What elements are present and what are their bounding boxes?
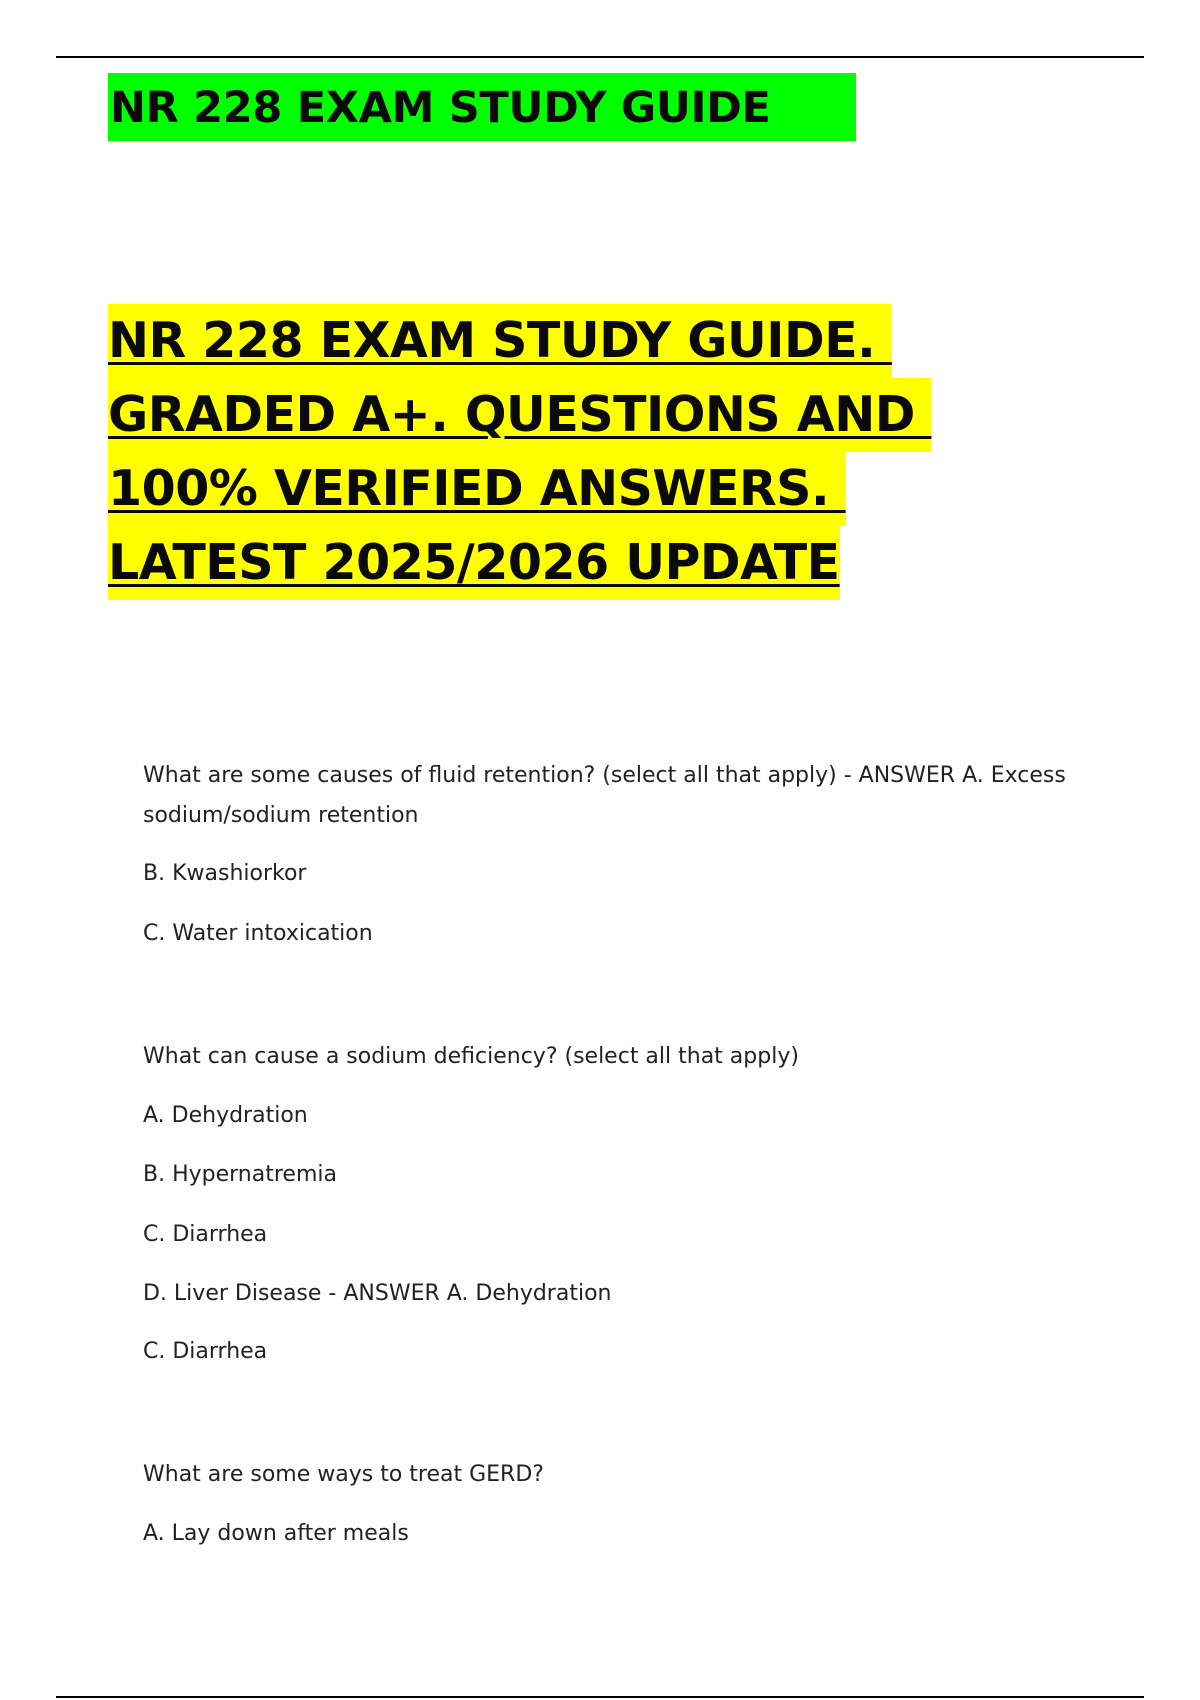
bottom-rule <box>56 1696 1144 1698</box>
question-2-answer-c: C. Diarrhea <box>143 1339 268 1364</box>
title-line: 100% VERIFIED ANSWERS. <box>108 452 931 526</box>
title-line: NR 228 EXAM STUDY GUIDE. <box>108 304 931 378</box>
question-3-option-a: A. Lay down after meals <box>143 1521 409 1546</box>
document-title <box>108 304 931 600</box>
question-3-text: What are some ways to treat GERD? <box>143 1462 544 1487</box>
question-2-option-d-answer: D. Liver Disease - ANSWER A. Dehydration <box>143 1281 612 1306</box>
question-1-option-b: B. Kwashiorkor <box>143 861 307 886</box>
question-2-option-a: A. Dehydration <box>143 1103 308 1128</box>
question-1-option-c: C. Water intoxication <box>143 921 373 946</box>
question-2-option-b: B. Hypernatremia <box>143 1162 337 1187</box>
title-line: LATEST 2025/2026 UPDATE <box>108 526 931 600</box>
question-2-option-c: C. Diarrhea <box>143 1222 268 1247</box>
question-2-text: What can cause a sodium deficiency? (select all that apply) <box>143 1044 799 1069</box>
question-1-text: What are some causes of fluid retention? (select all that apply) - ANSWER A. Excess sodium/sodium retention <box>143 763 1066 828</box>
document-header: NR 228 EXAM STUDY GUIDE <box>108 73 856 141</box>
title-line: GRADED A+. QUESTIONS AND <box>108 378 931 452</box>
top-rule <box>56 56 1144 58</box>
